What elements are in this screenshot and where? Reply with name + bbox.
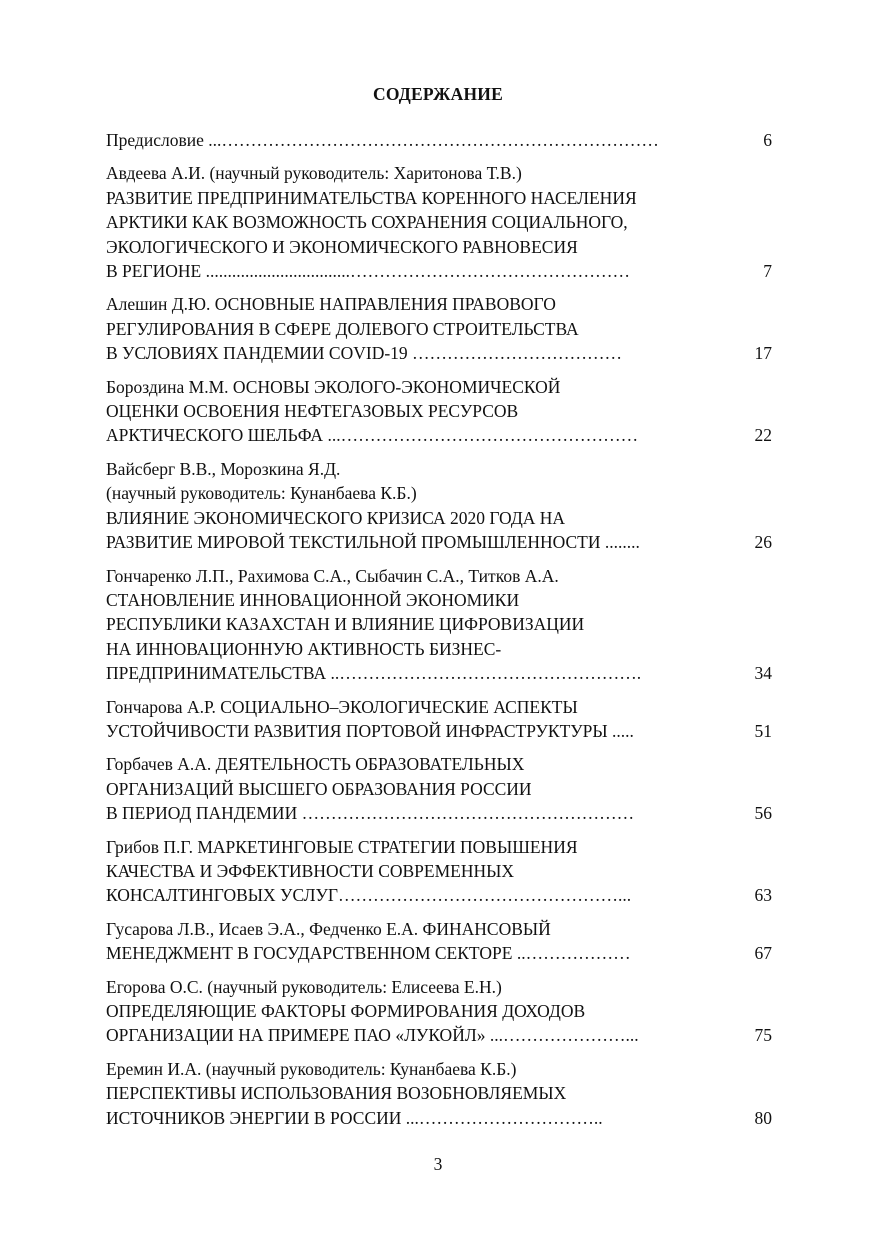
toc-entry-page-number: 34 (754, 663, 772, 684)
table-of-contents (106, 128, 772, 1139)
toc-entry-line: УСТОЙЧИВОСТИ РАЗВИТИЯ ПОРТОВОЙ ИНФРАСТРУКТУРЫ ..... (106, 720, 634, 741)
toc-entry-line: В РЕГИОНЕ .................................………………………………………… (106, 261, 630, 282)
toc-entry-line: Гончаренко Л.П., Рахимова С.А., Сыбачин С.А., Титков А.А. (106, 565, 559, 586)
toc-entry-line: СТАНОВЛЕНИЕ ИННОВАЦИОННОЙ ЭКОНОМИКИ (106, 589, 520, 610)
toc-entry-line: Авдеева А.И. (научный руководитель: Харитонова Т.В.) (106, 163, 522, 184)
toc-entry-text (106, 375, 732, 448)
toc-entry-line: Гончарова А.Р. СОЦИАЛЬНО–ЭКОЛОГИЧЕСКИЕ АСПЕКТЫ (106, 696, 578, 717)
toc-entry-text (106, 752, 732, 825)
toc-entry-line: Еремин И.А. (научный руководитель: Кунанбаева К.Б.) (106, 1058, 517, 1079)
toc-entry-line: КАЧЕСТВА И ЭФФЕКТИВНОСТИ СОВРЕМЕННЫХ (106, 860, 515, 881)
toc-entry-line: РАЗВИТИЕ ПРЕДПРИНИМАТЕЛЬСТВА КОРЕННОГО НАСЕЛЕНИЯ (106, 187, 637, 208)
toc-entry-text (106, 1057, 732, 1130)
toc-entry-text (106, 917, 732, 966)
toc-entry-line: Гусарова Л.В., Исаев Э.А., Федченко Е.А. ФИНАНСОВЫЙ (106, 918, 551, 939)
toc-entry (106, 457, 772, 555)
toc-entry-line: ВЛИЯНИЕ ЭКОНОМИЧЕСКОГО КРИЗИСА 2020 ГОДА НА (106, 507, 566, 528)
toc-entry-page-number: 17 (754, 343, 772, 364)
toc-entry (106, 564, 772, 686)
toc-entry (106, 128, 772, 152)
toc-entry-text (106, 457, 732, 555)
toc-entry-line: АРКТИЧЕСКОГО ШЕЛЬФА ...…………………………………………… (106, 425, 639, 446)
toc-entry-line: ОЦЕНКИ ОСВОЕНИЯ НЕФТЕГАЗОВЫХ РЕСУРСОВ (106, 401, 519, 422)
toc-entry (106, 917, 772, 966)
toc-entry-line: РЕСПУБЛИКИ КАЗАХСТАН И ВЛИЯНИЕ ЦИФРОВИЗАЦИИ (106, 614, 585, 635)
toc-entry-text (106, 975, 732, 1048)
toc-entry-text (106, 695, 732, 744)
page-number: 3 (433, 1154, 443, 1174)
toc-entry-text (106, 564, 732, 686)
toc-entry-page-number: 6 (763, 130, 772, 150)
toc-entry-page-number: 67 (754, 943, 772, 964)
toc-entry-page-number: 22 (754, 425, 772, 446)
toc-entry-line: МЕНЕДЖМЕНТ В ГОСУДАРСТВЕННОМ СЕКТОРЕ ..……………… (106, 943, 631, 964)
toc-entry (106, 835, 772, 908)
toc-entry-line: ЭКОЛОГИЧЕСКОГО И ЭКОНОМИЧЕСКОГО РАВНОВЕСИЯ (106, 236, 578, 257)
toc-entry-line: РАЗВИТИЕ МИРОВОЙ ТЕКСТИЛЬНОЙ ПРОМЫШЛЕННОСТИ ........ (106, 532, 640, 553)
toc-entry-line: ОРГАНИЗАЦИЙ ВЫСШЕГО ОБРАЗОВАНИЯ РОССИИ (106, 778, 532, 799)
toc-entry (106, 375, 772, 448)
toc-entry-line: Горбачев А.А. ДЕЯТЕЛЬНОСТЬ ОБРАЗОВАТЕЛЬНЫХ (106, 754, 525, 775)
toc-entry-line: ОПРЕДЕЛЯЮЩИЕ ФАКТОРЫ ФОРМИРОВАНИЯ ДОХОДОВ (106, 1001, 586, 1021)
toc-entry (106, 695, 772, 744)
toc-entry (106, 752, 772, 825)
toc-entry-text (106, 128, 732, 152)
toc-entry-page-number: 75 (754, 1025, 772, 1046)
toc-entry-line: КОНСАЛТИНГОВЫХ УСЛУГ…………………………………………... (106, 885, 632, 906)
toc-entry-line: ПРЕДПРИНИМАТЕЛЬСТВА ..……………………………………………. (106, 663, 642, 684)
toc-entry-page-number: 56 (754, 803, 772, 824)
page-title: СОДЕРЖАНИЕ (372, 84, 503, 104)
toc-entry-line: Алешин Д.Ю. ОСНОВНЫЕ НАПРАВЛЕНИЯ ПРАВОВОГО (106, 294, 556, 315)
toc-entry-line: АРКТИКИ КАК ВОЗМОЖНОСТЬ СОХРАНЕНИЯ СОЦИАЛЬНОГО, (106, 212, 628, 233)
toc-entry-page-number: 26 (754, 532, 772, 553)
toc-entry-page-number: 51 (754, 720, 772, 741)
toc-entry (106, 292, 772, 365)
toc-entry-line: Егорова О.С. (научный руководитель: Елисеева Е.Н.) (106, 976, 502, 997)
toc-entry (106, 161, 772, 283)
toc-entry-page-number: 80 (754, 1107, 772, 1128)
toc-entry-line: НА ИННОВАЦИОННУЮ АКТИВНОСТЬ БИЗНЕС- (106, 638, 502, 659)
toc-entry-page-number: 63 (754, 885, 772, 906)
toc-entry-line: ИСТОЧНИКОВ ЭНЕРГИИ В РОССИИ ...………………………….. (106, 1107, 603, 1128)
toc-entry-line: В ПЕРИОД ПАНДЕМИИ ………………………………………………… (106, 803, 635, 824)
toc-entry-line: Грибов П.Г. МАРКЕТИНГОВЫЕ СТРАТЕГИИ ПОВЫШЕНИЯ (106, 836, 578, 857)
toc-entry-text (106, 835, 732, 908)
toc-entry-line: ОРГАНИЗАЦИИ НА ПРИМЕРЕ ПАО «ЛУКОЙЛ» ...…………………... (106, 1025, 639, 1046)
toc-entry-line: РЕГУЛИРОВАНИЯ В СФЕРЕ ДОЛЕВОГО СТРОИТЕЛЬСТВА (106, 318, 579, 339)
toc-entry-text (106, 292, 732, 365)
toc-entry-page-number: 7 (763, 261, 772, 282)
toc-entry (106, 1057, 772, 1130)
toc-entry (106, 975, 772, 1048)
toc-entry-line: ПЕРСПЕКТИВЫ ИСПОЛЬЗОВАНИЯ ВОЗОБНОВЛЯЕМЫХ (106, 1083, 567, 1104)
toc-entry-line: Бороздина М.М. ОСНОВЫ ЭКОЛОГО-ЭКОНОМИЧЕСКОЙ (106, 376, 561, 397)
toc-entry-text (106, 161, 732, 283)
toc-entry-line: (научный руководитель: Кунанбаева К.Б.) (106, 483, 417, 504)
toc-entry-line: Предисловие ...………………………………………………………………… (106, 130, 659, 150)
toc-entry-line: В УСЛОВИЯХ ПАНДЕМИИ COVID-19 ……………………………… (106, 343, 623, 364)
toc-entry-line: Вайсберг В.В., Морозкина Я.Д. (106, 458, 341, 479)
